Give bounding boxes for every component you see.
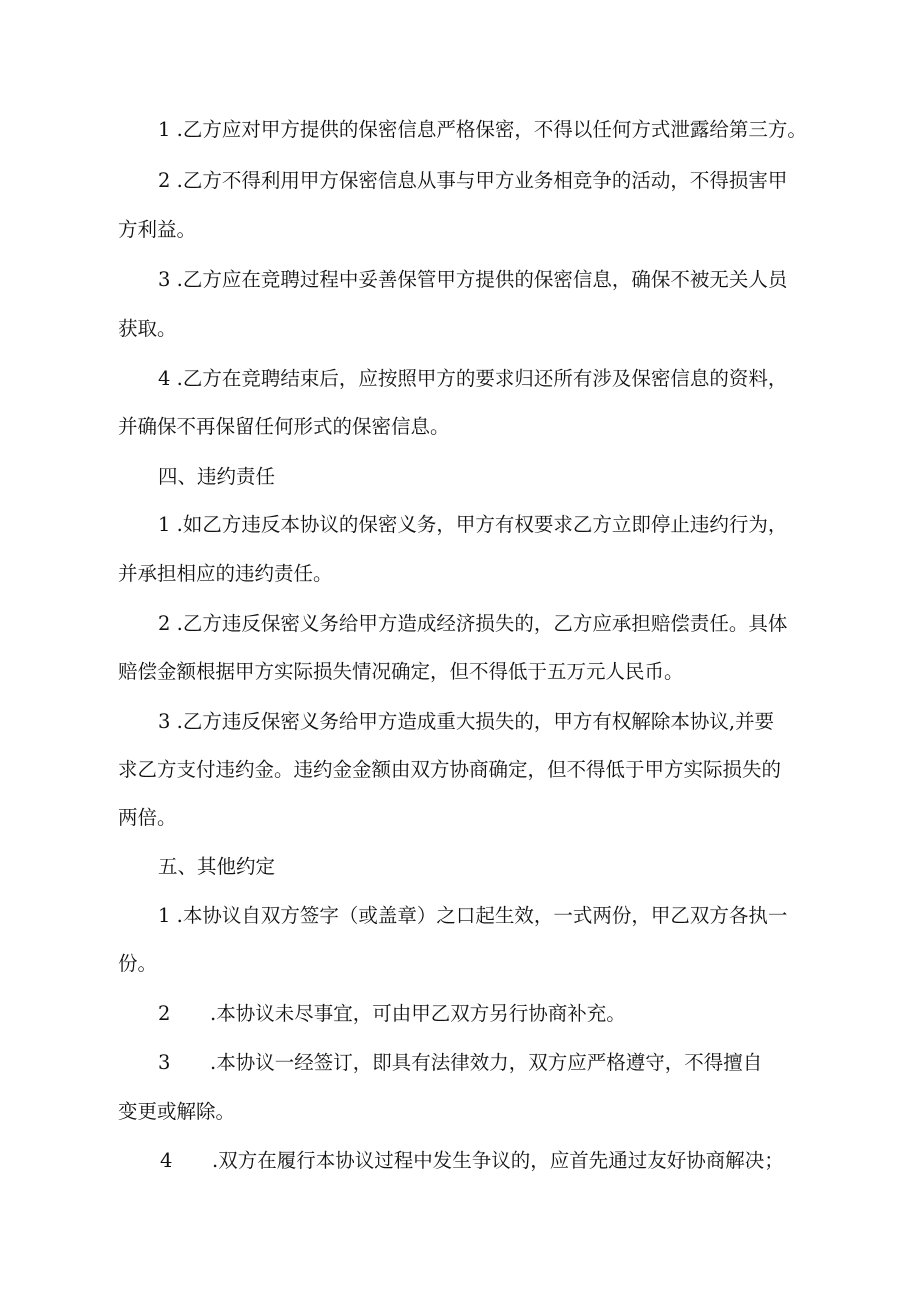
clause-4-3-line1	[158, 698, 774, 746]
clause-number: 2	[158, 1002, 171, 1025]
clause-4-2-line2: 赔偿金额根据甲方实际损失情况确定，但不得低于五万元人民币。	[118, 660, 684, 683]
clause-text: .乙方不得利用甲方保密信息从事与甲方业务相竞争的活动，不得损害甲	[170, 169, 788, 192]
clause-text: .如乙方违反本协议的保密义务，甲方有权要求乙方立即停止违约行为，	[170, 513, 788, 536]
clause-text: .乙方应在竞聘过程中妥善保管甲方提供的保密信息，确保不被无关人员	[170, 268, 788, 291]
clause-3-1	[158, 106, 807, 154]
clause-number: 4	[158, 367, 171, 390]
clause-text: .本协议一经签订，即具有法律效力，双方应严格遵守，不得擅自	[210, 1051, 763, 1074]
clause-number: 3	[158, 1051, 171, 1074]
clause-number: 3	[158, 710, 171, 733]
clause-3-3-line2: 获取。	[118, 317, 177, 340]
clause-number: 2	[158, 169, 171, 192]
clause-number: 1	[158, 513, 171, 536]
clause-3-2-line1	[158, 157, 787, 205]
clause-number: 4	[160, 1149, 173, 1172]
clause-number: 1	[158, 904, 171, 927]
clause-5-3-line1	[158, 1039, 762, 1087]
clause-5-4	[160, 1137, 784, 1185]
clause-4-1-line2: 并承担相应的违约责任。	[118, 562, 333, 585]
clause-text: .乙方应对甲方提供的保密信息严格保密，不得以任何方式泄露给第三方。	[170, 118, 807, 141]
clause-text: .乙方违反保密义务给甲方造成经济损失的，乙方应承担赔偿责任。具体	[170, 612, 788, 635]
clause-text: .本协议自双方签字（或盖章）之口起生效，一式两份，甲乙双方各执一	[170, 904, 788, 927]
clause-text: .乙方违反保密义务给甲方造成重大损失的，甲方有权解除本协议,并要	[170, 710, 775, 733]
clause-5-3-line2: 变更或解除。	[118, 1100, 236, 1123]
clause-3-2-line2: 方利益。	[118, 218, 197, 241]
clause-text: .乙方在竞聘结束后，应按照甲方的要求归还所有涉及保密信息的资料，	[170, 367, 788, 390]
clause-3-4-line1	[158, 355, 787, 403]
clause-text: .本协议未尽事宜，可由甲乙双方另行协商补充。	[210, 1002, 626, 1025]
clause-4-1-line1	[158, 501, 787, 549]
clause-3-4-line2: 并确保不再保留任何形式的保密信息。	[118, 415, 450, 438]
clause-number: 2	[158, 612, 171, 635]
section-heading-4: 四、违约责任	[158, 465, 276, 488]
clause-4-2-line1	[158, 600, 787, 648]
clause-5-2	[158, 990, 626, 1038]
clause-number: 1	[158, 118, 171, 141]
clause-3-3-line1	[158, 256, 787, 304]
section-heading-5: 五、其他约定	[158, 855, 276, 878]
clause-4-3-line2: 求乙方支付违约金。违约金金额由双方协商确定，但不得低于甲方实际损失的	[118, 758, 782, 781]
clause-5-1-line1	[158, 892, 787, 940]
clause-number: 3	[158, 268, 171, 291]
clause-text: .双方在履行本协议过程中发生争议的，应首先通过友好协商解决；	[212, 1149, 784, 1172]
clause-4-3-line3: 两倍。	[118, 806, 177, 829]
clause-5-1-line2: 份。	[118, 952, 158, 975]
